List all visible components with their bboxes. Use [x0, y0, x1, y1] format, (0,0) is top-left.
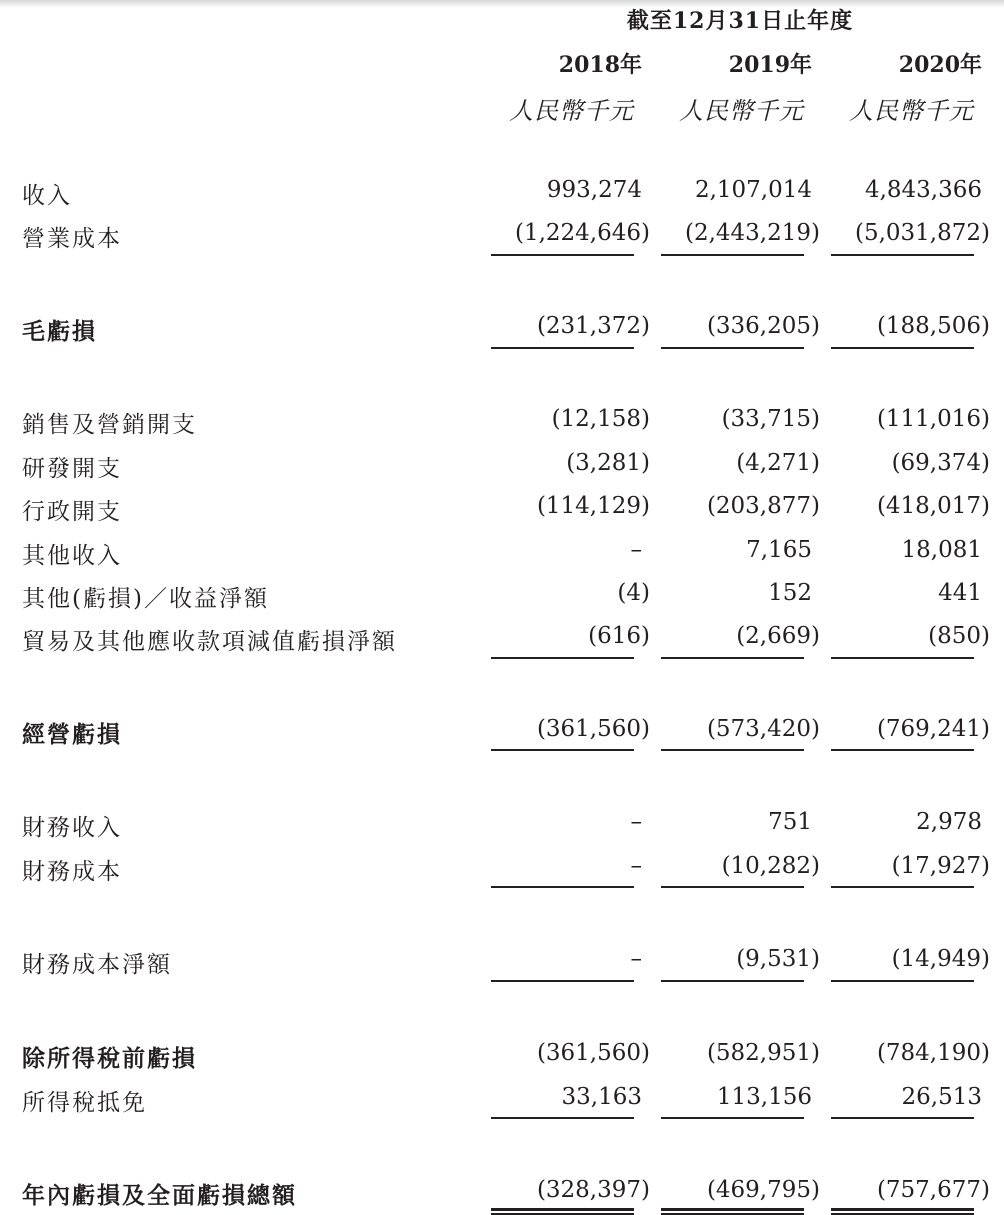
row-value-2018: (3,281) [566, 450, 650, 476]
total-underline [831, 657, 974, 659]
row-label: 經營虧損 [22, 721, 122, 748]
total-underline [491, 886, 634, 888]
row-value-2020: (17,927) [891, 853, 990, 879]
row-label: 營業成本 [22, 226, 122, 252]
row-value-2019: (336,205) [706, 313, 820, 339]
total-underline [661, 657, 804, 659]
row-label: 所得稅抵免 [22, 1090, 147, 1116]
unit-header-2020: 人民幣千元 [849, 97, 974, 125]
row-value-2019: (2,443,219) [684, 220, 820, 246]
row-value-2020: (850) [928, 623, 990, 649]
row-label: 行政開支 [22, 499, 122, 525]
unit-header-2019: 人民幣千元 [679, 97, 804, 125]
row-value-2018: – [630, 946, 642, 972]
row-value-2020: (418,017) [876, 493, 990, 519]
row-value-2020: (14,949) [891, 946, 990, 972]
total-underline [661, 1208, 804, 1211]
row-value-2020: (784,190) [876, 1040, 990, 1066]
row-value-2019: (9,531) [736, 946, 820, 972]
row-value-2020: (111,016) [876, 406, 990, 432]
total-underline [831, 980, 974, 982]
total-underline [831, 347, 974, 349]
row-label: 貿易及其他應收款項減值虧損淨額 [22, 629, 397, 655]
row-label: 財務成本淨額 [22, 952, 172, 978]
row-label: 收入 [22, 183, 72, 209]
row-value-2019: 152 [768, 580, 812, 606]
row-value-2019: (573,420) [706, 716, 820, 742]
row-value-2019: (203,877) [706, 493, 820, 519]
row-value-2018: – [630, 537, 642, 563]
row-value-2019: 7,165 [746, 537, 812, 563]
row-value-2018: (12,158) [551, 406, 650, 432]
row-value-2018: 33,163 [561, 1084, 642, 1110]
row-value-2018: – [630, 853, 642, 879]
total-underline [661, 749, 804, 751]
row-label: 年內虧損及全面虧損總額 [22, 1182, 297, 1209]
row-value-2018: (1,224,646) [514, 220, 650, 246]
row-label: 其他收入 [22, 543, 122, 569]
row-value-2020: (69,374) [891, 450, 990, 476]
row-value-2018: (616) [588, 623, 650, 649]
row-value-2018: – [630, 809, 642, 835]
row-value-2018: (361,560) [536, 716, 650, 742]
row-label: 財務收入 [22, 815, 122, 841]
row-value-2020: 18,081 [901, 537, 982, 563]
year-header-2019: 2019年 [728, 52, 812, 78]
row-value-2019: (33,715) [721, 406, 820, 432]
row-label: 毛虧損 [22, 318, 97, 345]
row-label: 財務成本 [22, 859, 122, 885]
row-value-2019: (582,951) [706, 1040, 820, 1066]
unit-header-2018: 人民幣千元 [509, 97, 634, 125]
year-header-2018: 2018年 [558, 52, 642, 78]
total-underline [661, 1117, 804, 1119]
row-value-2019: (469,795) [706, 1177, 820, 1203]
row-label: 研發開支 [22, 456, 122, 482]
row-value-2020: (188,506) [876, 313, 990, 339]
period-heading: 截至12月31日止年度 [626, 8, 854, 34]
total-underline [491, 1208, 634, 1211]
year-header-2020: 2020年 [898, 52, 982, 78]
row-value-2018: (361,560) [536, 1040, 650, 1066]
row-value-2018: 993,274 [546, 177, 642, 203]
row-value-2020: 26,513 [901, 1084, 982, 1110]
row-value-2020: (757,677) [876, 1177, 990, 1203]
total-underline [661, 254, 804, 256]
row-value-2019: 751 [768, 809, 812, 835]
total-underline [491, 749, 634, 751]
row-value-2020: 4,843,366 [864, 177, 982, 203]
row-value-2018: (328,397) [536, 1177, 650, 1203]
row-value-2019: 113,156 [716, 1084, 812, 1110]
total-underline [491, 980, 634, 982]
total-underline [491, 347, 634, 349]
row-label: 銷售及營銷開支 [22, 412, 197, 438]
total-underline [491, 657, 634, 659]
row-value-2020: (769,241) [876, 716, 990, 742]
row-value-2019: (10,282) [721, 853, 820, 879]
row-value-2020: (5,031,872) [854, 220, 990, 246]
total-underline [831, 1208, 974, 1211]
total-underline [831, 749, 974, 751]
row-value-2019: (2,669) [736, 623, 820, 649]
total-underline [661, 347, 804, 349]
row-value-2020: 441 [938, 580, 982, 606]
total-underline [491, 1117, 634, 1119]
row-value-2019: 2,107,014 [694, 177, 812, 203]
total-underline [491, 254, 634, 256]
row-value-2019: (4,271) [736, 450, 820, 476]
total-underline [831, 1117, 974, 1119]
total-underline [831, 254, 974, 256]
row-value-2018: (231,372) [536, 313, 650, 339]
total-underline [661, 886, 804, 888]
row-value-2018: (114,129) [536, 493, 650, 519]
total-underline [661, 980, 804, 982]
total-underline [831, 886, 974, 888]
row-label: 除所得稅前虧損 [22, 1045, 197, 1072]
row-value-2020: 2,978 [916, 809, 982, 835]
row-value-2018: (4) [617, 580, 650, 606]
row-label: 其他(虧損)／收益淨額 [22, 586, 269, 612]
